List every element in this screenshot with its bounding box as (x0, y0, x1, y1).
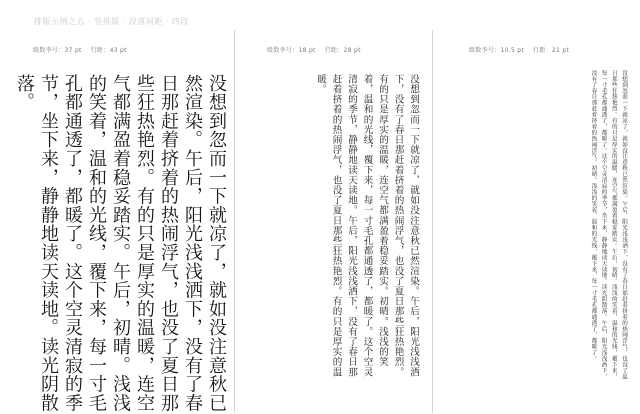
sample-panel-small (432, 30, 640, 413)
line-spacing-label: 行距：28 pt (324, 47, 361, 54)
font-size-label: 级数李号：18 pt (267, 47, 316, 54)
type-spec (267, 45, 370, 54)
font-size-label: 级数李号：37 pt (33, 47, 82, 54)
sample-panel-large (14, 30, 234, 413)
line-spacing-label: 行距：43 pt (90, 47, 127, 54)
sample-panel-medium (234, 30, 433, 413)
vertical-text-block: 没想到忽而一下就凉了，就如没注意秋已然渲染。午后，阳光浅浅洒下，没有了春日那赶着挤着的热闹浮气，也没了夏日那些狂热艳烈。有的只是厚实的温暖，连空气都满盈着稳妥踏实。初晴。浅浅的笑着，温和的光线，覆下来，每一寸毛孔都通透了，都暖了。这个空灵清寂的季节，静静地读天读地。午后，阳光浅浅洒下，没有了春日那赶着挤着的热闹浮气，也没了夏日那些狂热艳烈。有的只是厚实的温暖。 (315, 74, 419, 377)
line-spacing-label: 行距：21 pt (533, 47, 570, 54)
vertical-text-block: 没想到忽而一下就凉了，就如没注意秋已然渲染。午后，阳光浅浅洒下，没有了春日那赶着挤着的热闹浮气，也没了夏日那些狂热艳烈。有的只是厚实的温暖，连空气都满盈着稳妥踏实。午后，初晴。浅浅的笑着，温和的光线，覆下来，每一寸毛孔都通透了，都暖了。这个空灵清寂的季节，坐下来，静静地读天读地。读光阴散落。 (14, 74, 227, 413)
type-spec (469, 45, 578, 54)
font-size-label: 级数李号：10.5 pt (469, 47, 525, 54)
sheet-title: 排版示例之五 · 竖排版 · 段落间距 · 四段 (34, 17, 189, 26)
type-spec (33, 45, 136, 54)
vertical-text-block: 没想到忽而一下就凉了，就如没注意秋已然渲染。午后，阳光浅浅洒下，没有了春日那赶着挤着的热闹浮气，也没了夏日那些狂热艳烈。有的只是厚实的温暖，连空气都满盈着稳妥踏实。午后，初晴。浅浅的笑着，温和的光线，覆下来，每一寸毛孔都通透了，都暖了。这个空灵清寂的季节，坐下来，静静地读天读地。读光阴散落。午后，阳光浅浅洒下，没有了春日那赶着挤着的热闹浮气。初晴。浅浅的笑着，温和的光线，覆下来，每一寸毛孔都通透了，都暖了。 (590, 70, 627, 380)
